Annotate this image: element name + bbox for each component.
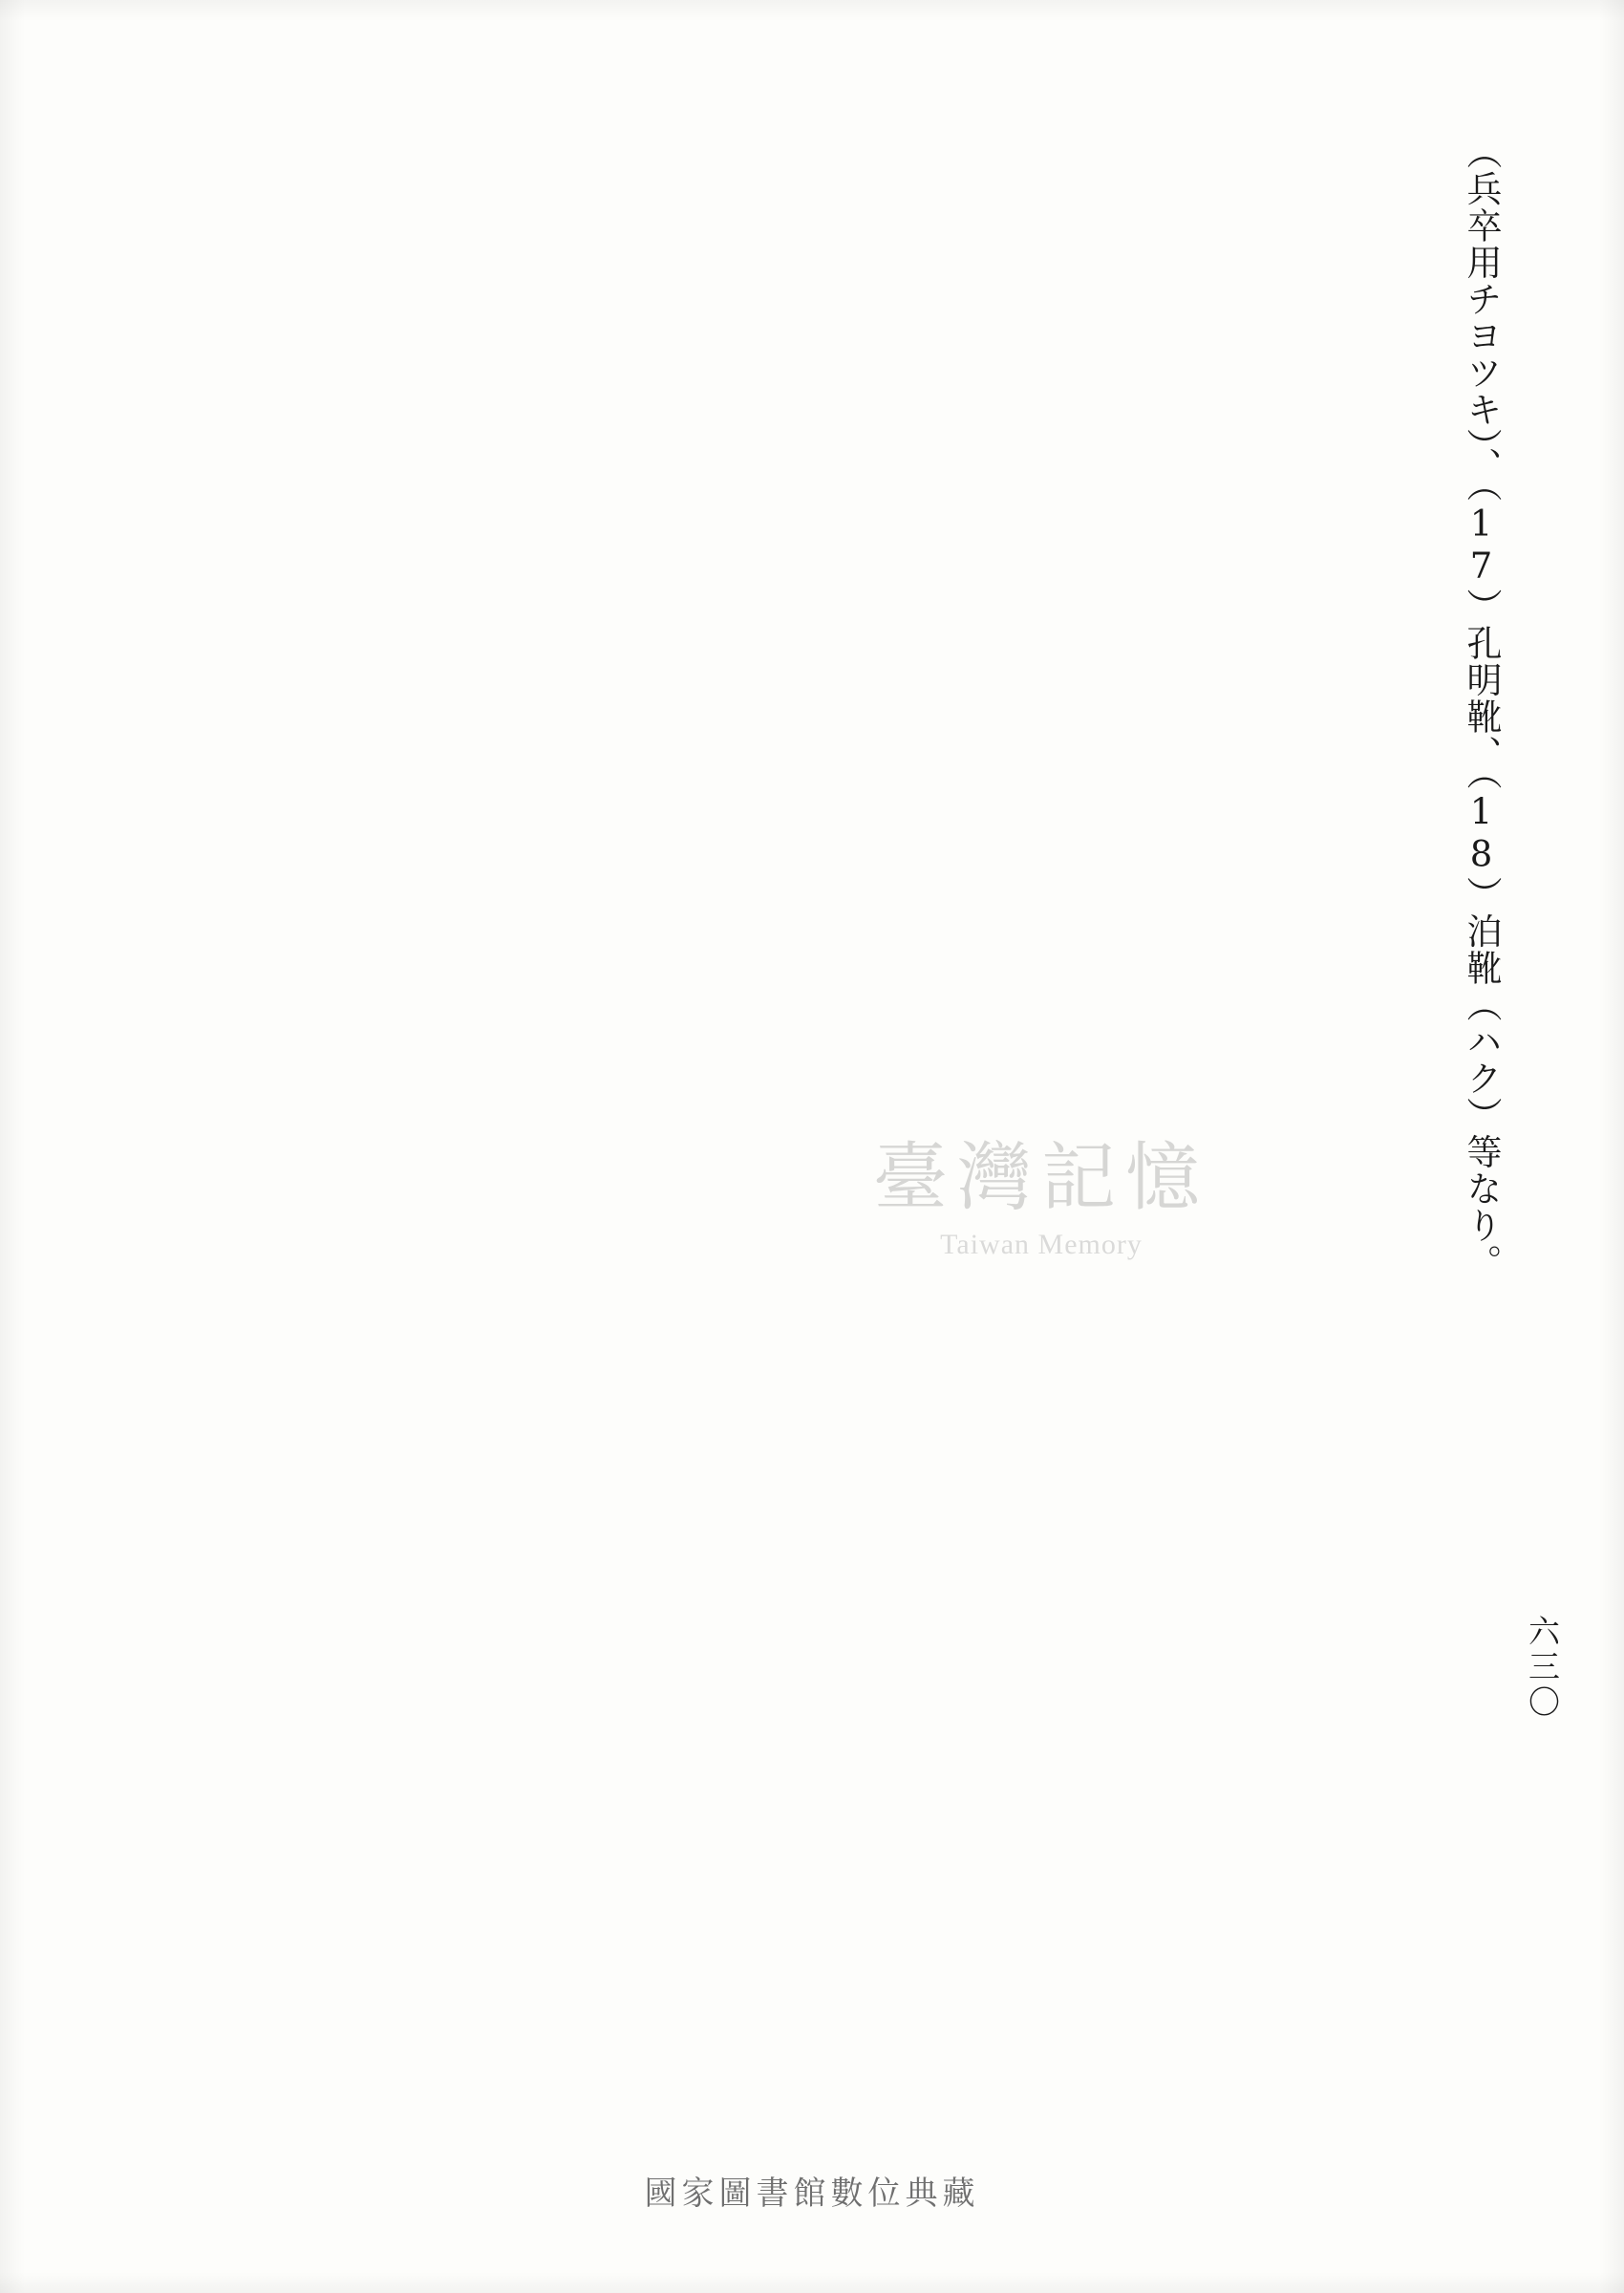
- text-column: [1452, 0, 1509, 134]
- page-edge-shadow-right: [1599, 0, 1624, 2293]
- page-edge-shadow-bottom: [0, 2272, 1624, 2293]
- text-column: （兵卒用チヨツキ）、（17）孔明靴、（18）泊靴（ハク）等なり。: [1461, 134, 1502, 1281]
- vertical-text-body: [124, 134, 1509, 2054]
- watermark-english-text: Taiwan Memory: [940, 1229, 1143, 1260]
- page-edge-shadow-left: [0, 0, 25, 2293]
- page-edge-shadow-top: [0, 0, 1624, 21]
- page-number: 六三〇: [1524, 1615, 1561, 1721]
- footer-credit: 國家圖書館數位典藏: [644, 2175, 980, 2213]
- watermark-chinese-text: 臺灣記憶: [872, 1135, 1209, 1221]
